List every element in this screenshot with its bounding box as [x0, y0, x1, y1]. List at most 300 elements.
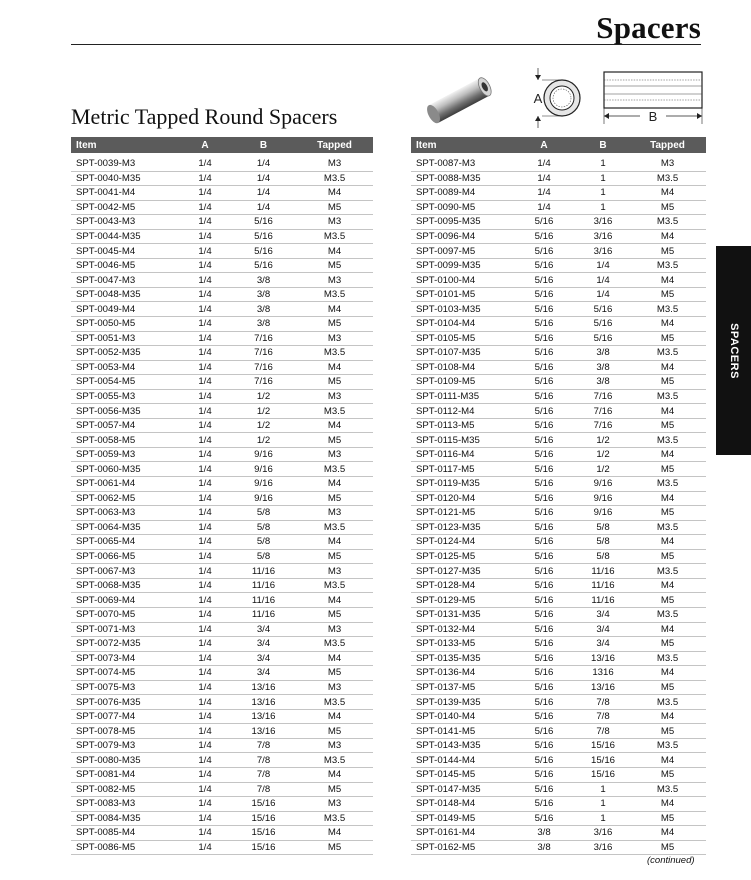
item-cell: SPT-0072-M35 [71, 637, 179, 652]
table-row [411, 418, 706, 433]
b-cell: 1/2 [577, 462, 629, 477]
b-cell: 9/16 [577, 506, 629, 521]
page-title: Spacers [596, 10, 701, 45]
table-row [71, 782, 373, 797]
tapped-cell: M3.5 [296, 695, 373, 710]
a-cell: 5/16 [511, 593, 577, 608]
item-cell: SPT-0128-M4 [411, 578, 511, 593]
item-cell: SPT-0089-M4 [411, 186, 511, 201]
a-cell: 1/4 [179, 360, 231, 375]
tapped-cell: M4 [629, 622, 706, 637]
tapped-cell: M3.5 [629, 477, 706, 492]
item-cell: SPT-0127-M35 [411, 564, 511, 579]
a-cell: 5/16 [511, 346, 577, 361]
item-cell: SPT-0100-M4 [411, 273, 511, 288]
table-row [411, 840, 706, 855]
table-row [411, 229, 706, 244]
a-cell: 1/4 [179, 622, 231, 637]
b-cell: 5/16 [231, 229, 296, 244]
b-cell: 1/4 [231, 200, 296, 215]
item-cell: SPT-0132-M4 [411, 622, 511, 637]
a-cell: 5/16 [511, 491, 577, 506]
b-cell: 1/2 [231, 389, 296, 404]
table-row [71, 607, 373, 622]
b-cell: 9/16 [231, 447, 296, 462]
item-cell: SPT-0097-M5 [411, 244, 511, 259]
a-cell: 1/4 [179, 200, 231, 215]
table-row [411, 287, 706, 302]
table-row [411, 317, 706, 332]
tapped-cell: M4 [296, 418, 373, 433]
a-cell: 1/4 [179, 317, 231, 332]
item-cell: SPT-0121-M5 [411, 506, 511, 521]
b-cell: 3/8 [231, 302, 296, 317]
tapped-cell: M3 [296, 680, 373, 695]
tapped-cell: M4 [629, 826, 706, 841]
a-cell: 5/16 [511, 622, 577, 637]
item-cell: SPT-0117-M5 [411, 462, 511, 477]
tapped-cell: M5 [296, 840, 373, 855]
item-cell: SPT-0046-M5 [71, 258, 179, 273]
a-cell: 1/4 [179, 607, 231, 622]
item-cell: SPT-0066-M5 [71, 549, 179, 564]
tapped-cell: M3.5 [629, 782, 706, 797]
b-cell: 5/16 [577, 331, 629, 346]
b-cell: 7/16 [231, 346, 296, 361]
b-cell: 1 [577, 797, 629, 812]
tapped-cell: M5 [296, 317, 373, 332]
item-cell: SPT-0057-M4 [71, 418, 179, 433]
b-cell: 5/16 [231, 258, 296, 273]
b-cell: 1 [577, 171, 629, 186]
item-cell: SPT-0074-M5 [71, 666, 179, 681]
item-cell: SPT-0042-M5 [71, 200, 179, 215]
item-cell: SPT-0140-M4 [411, 709, 511, 724]
a-cell: 1/4 [179, 287, 231, 302]
table-row [411, 782, 706, 797]
a-cell: 1/4 [179, 375, 231, 390]
b-cell: 7/16 [231, 375, 296, 390]
a-cell: 1/4 [179, 549, 231, 564]
a-cell: 1/4 [179, 840, 231, 855]
item-cell: SPT-0149-M5 [411, 811, 511, 826]
table-row [71, 200, 373, 215]
a-cell: 5/16 [511, 680, 577, 695]
table-row [71, 637, 373, 652]
item-cell: SPT-0096-M4 [411, 229, 511, 244]
item-cell: SPT-0119-M35 [411, 477, 511, 492]
a-cell: 1/4 [511, 171, 577, 186]
table-row [71, 767, 373, 782]
b-cell: 3/8 [231, 317, 296, 332]
item-cell: SPT-0063-M3 [71, 506, 179, 521]
tapped-cell: M5 [629, 375, 706, 390]
table-row [71, 186, 373, 201]
table-row [71, 375, 373, 390]
tapped-cell: M3.5 [629, 564, 706, 579]
item-cell: SPT-0070-M5 [71, 607, 179, 622]
tapped-cell: M4 [629, 753, 706, 768]
tapped-cell: M4 [296, 477, 373, 492]
item-cell: SPT-0161-M4 [411, 826, 511, 841]
b-cell: 5/16 [577, 317, 629, 332]
table-row [411, 622, 706, 637]
table-row [71, 724, 373, 739]
item-cell: SPT-0069-M4 [71, 593, 179, 608]
item-cell: SPT-0131-M35 [411, 607, 511, 622]
b-cell: 3/8 [577, 346, 629, 361]
tapped-cell: M4 [629, 273, 706, 288]
item-cell: SPT-0109-M5 [411, 375, 511, 390]
tapped-cell: M4 [296, 360, 373, 375]
tapped-cell: M5 [629, 637, 706, 652]
tapped-cell: M3 [296, 331, 373, 346]
b-cell: 15/16 [231, 826, 296, 841]
tapped-cell: M3 [296, 622, 373, 637]
b-cell: 1 [577, 157, 629, 171]
a-cell: 5/16 [511, 549, 577, 564]
item-cell: SPT-0053-M4 [71, 360, 179, 375]
tapped-cell: M3 [296, 389, 373, 404]
table-row [71, 360, 373, 375]
tapped-cell: M4 [296, 651, 373, 666]
b-cell: 1/4 [231, 171, 296, 186]
a-cell: 1/4 [179, 767, 231, 782]
b-cell: 3/16 [577, 244, 629, 259]
table-row [411, 666, 706, 681]
column-header-tapped: Tapped [296, 137, 373, 153]
item-cell: SPT-0065-M4 [71, 535, 179, 550]
b-cell: 3/8 [231, 273, 296, 288]
a-cell: 5/16 [511, 477, 577, 492]
b-cell: 11/16 [577, 564, 629, 579]
tapped-cell: M5 [629, 244, 706, 259]
item-cell: SPT-0143-M35 [411, 738, 511, 753]
a-cell: 1/4 [511, 186, 577, 201]
b-cell: 5/16 [577, 302, 629, 317]
item-cell: SPT-0111-M35 [411, 389, 511, 404]
table-row [411, 520, 706, 535]
b-cell: 11/16 [231, 607, 296, 622]
item-cell: SPT-0101-M5 [411, 287, 511, 302]
tapped-cell: M3.5 [629, 695, 706, 710]
b-cell: 3/16 [577, 826, 629, 841]
column-header-b: B [231, 137, 296, 153]
a-cell: 5/16 [511, 389, 577, 404]
item-cell: SPT-0073-M4 [71, 651, 179, 666]
tapped-cell: M4 [629, 229, 706, 244]
tapped-cell: M4 [296, 767, 373, 782]
table-row [71, 331, 373, 346]
tapped-cell: M5 [629, 767, 706, 782]
table-row [411, 578, 706, 593]
a-cell: 1/4 [179, 709, 231, 724]
table-row [411, 767, 706, 782]
a-cell: 5/16 [511, 375, 577, 390]
tapped-cell: M4 [629, 666, 706, 681]
item-cell: SPT-0085-M4 [71, 826, 179, 841]
b-cell: 7/8 [577, 724, 629, 739]
table-row [71, 215, 373, 230]
a-cell: 1/4 [179, 637, 231, 652]
b-cell: 5/8 [231, 520, 296, 535]
b-cell: 9/16 [231, 491, 296, 506]
table-row [411, 491, 706, 506]
b-cell: 13/16 [231, 680, 296, 695]
tapped-cell: M4 [629, 578, 706, 593]
item-cell: SPT-0136-M4 [411, 666, 511, 681]
b-cell: 7/8 [231, 738, 296, 753]
a-cell: 5/16 [511, 811, 577, 826]
tapped-cell: M4 [629, 317, 706, 332]
item-cell: SPT-0108-M4 [411, 360, 511, 375]
b-cell: 9/16 [577, 477, 629, 492]
a-cell: 1/4 [179, 578, 231, 593]
a-cell: 5/16 [511, 666, 577, 681]
table-row [411, 826, 706, 841]
table-row [411, 273, 706, 288]
table-row [411, 389, 706, 404]
item-cell: SPT-0107-M35 [411, 346, 511, 361]
table-row [71, 826, 373, 841]
table-row [411, 564, 706, 579]
a-cell: 1/4 [179, 171, 231, 186]
a-cell: 5/16 [511, 738, 577, 753]
b-cell: 15/16 [231, 797, 296, 812]
b-cell: 3/4 [231, 637, 296, 652]
b-cell: 15/16 [577, 767, 629, 782]
a-cell: 5/16 [511, 331, 577, 346]
a-cell: 5/16 [511, 767, 577, 782]
a-cell: 5/16 [511, 447, 577, 462]
b-cell: 11/16 [577, 593, 629, 608]
tapped-cell: M4 [629, 535, 706, 550]
tapped-cell: M5 [629, 418, 706, 433]
tapped-cell: M3 [296, 506, 373, 521]
b-cell: 1/4 [231, 157, 296, 171]
tapped-cell: M4 [629, 360, 706, 375]
table-row [71, 244, 373, 259]
table-row [411, 593, 706, 608]
a-cell: 1/4 [179, 797, 231, 812]
item-cell: SPT-0105-M5 [411, 331, 511, 346]
table-row [411, 360, 706, 375]
a-cell: 5/16 [511, 520, 577, 535]
item-cell: SPT-0087-M3 [411, 157, 511, 171]
tapped-cell: M4 [629, 186, 706, 201]
a-cell: 5/16 [511, 404, 577, 419]
item-cell: SPT-0054-M5 [71, 375, 179, 390]
tapped-cell: M3 [296, 797, 373, 812]
item-cell: SPT-0104-M4 [411, 317, 511, 332]
continued-note: (continued) [647, 855, 695, 866]
item-cell: SPT-0129-M5 [411, 593, 511, 608]
a-cell: 1/4 [179, 782, 231, 797]
side-tab-label: SPACERS [727, 322, 740, 379]
a-cell: 1/4 [179, 738, 231, 753]
item-cell: SPT-0125-M5 [411, 549, 511, 564]
item-cell: SPT-0086-M5 [71, 840, 179, 855]
table-row [71, 389, 373, 404]
b-cell: 1/2 [577, 433, 629, 448]
table-row [411, 157, 706, 171]
side-view-diagram [600, 66, 706, 130]
section-title: Metric Tapped Round Spacers [71, 104, 338, 129]
tapped-cell: M3 [629, 157, 706, 171]
item-cell: SPT-0062-M5 [71, 491, 179, 506]
table-row [411, 462, 706, 477]
table-row [411, 404, 706, 419]
b-cell: 11/16 [577, 578, 629, 593]
tapped-cell: M3.5 [629, 738, 706, 753]
b-cell: 15/16 [231, 840, 296, 855]
tapped-cell: M4 [629, 447, 706, 462]
b-cell: 1/2 [577, 447, 629, 462]
b-cell: 5/8 [231, 506, 296, 521]
item-cell: SPT-0077-M4 [71, 709, 179, 724]
b-cell: 1/4 [577, 287, 629, 302]
b-cell: 7/16 [577, 389, 629, 404]
a-cell: 1/4 [179, 418, 231, 433]
item-cell: SPT-0133-M5 [411, 637, 511, 652]
a-cell: 5/16 [511, 782, 577, 797]
table-row [71, 578, 373, 593]
spacer-photo [420, 66, 500, 130]
b-cell: 5/16 [231, 244, 296, 259]
table-row [71, 535, 373, 550]
item-cell: SPT-0079-M3 [71, 738, 179, 753]
b-cell: 3/4 [231, 622, 296, 637]
a-cell: 1/4 [179, 447, 231, 462]
b-cell: 13/16 [577, 680, 629, 695]
item-cell: SPT-0103-M35 [411, 302, 511, 317]
b-cell: 3/8 [577, 360, 629, 375]
item-cell: SPT-0081-M4 [71, 767, 179, 782]
table-row [71, 564, 373, 579]
tapped-cell: M5 [296, 375, 373, 390]
table-row [71, 157, 373, 171]
tapped-cell: M5 [629, 840, 706, 855]
b-cell: 5/8 [231, 549, 296, 564]
b-cell: 11/16 [231, 593, 296, 608]
tapped-cell: M3.5 [296, 171, 373, 186]
column-header-item: Item [411, 137, 511, 153]
table-row [71, 593, 373, 608]
b-cell: 7/8 [231, 753, 296, 768]
table-row [411, 811, 706, 826]
tapped-cell: M3.5 [629, 258, 706, 273]
item-cell: SPT-0084-M35 [71, 811, 179, 826]
a-cell: 5/16 [511, 724, 577, 739]
tapped-cell: M3 [296, 215, 373, 230]
b-cell: 7/8 [577, 709, 629, 724]
tapped-cell: M3 [296, 564, 373, 579]
b-cell: 15/16 [231, 811, 296, 826]
a-cell: 1/4 [179, 564, 231, 579]
table-row [71, 680, 373, 695]
b-cell: 1 [577, 186, 629, 201]
a-cell: 5/16 [511, 535, 577, 550]
item-cell: SPT-0078-M5 [71, 724, 179, 739]
b-cell: 7/16 [231, 360, 296, 375]
item-cell: SPT-0041-M4 [71, 186, 179, 201]
tapped-cell: M3 [296, 157, 373, 171]
table-row [71, 520, 373, 535]
a-cell: 1/4 [179, 520, 231, 535]
tapped-cell: M3.5 [629, 607, 706, 622]
a-cell: 5/16 [511, 215, 577, 230]
a-cell: 1/4 [179, 389, 231, 404]
section-side-tab [716, 246, 751, 455]
column-header-tapped: Tapped [629, 137, 706, 153]
item-cell: SPT-0099-M35 [411, 258, 511, 273]
table-row [411, 695, 706, 710]
a-cell: 1/4 [179, 680, 231, 695]
a-cell: 3/8 [511, 826, 577, 841]
a-cell: 5/16 [511, 607, 577, 622]
b-cell: 7/8 [231, 782, 296, 797]
tapped-cell: M5 [296, 782, 373, 797]
table-row [71, 549, 373, 564]
b-cell: 3/4 [577, 637, 629, 652]
a-cell: 1/4 [179, 811, 231, 826]
item-cell: SPT-0067-M3 [71, 564, 179, 579]
tapped-cell: M3.5 [296, 753, 373, 768]
b-cell: 5/8 [231, 535, 296, 550]
item-cell: SPT-0088-M35 [411, 171, 511, 186]
item-cell: SPT-0061-M4 [71, 477, 179, 492]
column-header-a: A [179, 137, 231, 153]
a-cell: 1/4 [179, 302, 231, 317]
item-cell: SPT-0075-M3 [71, 680, 179, 695]
a-cell: 5/16 [511, 360, 577, 375]
table-row [411, 709, 706, 724]
tapped-cell: M5 [629, 680, 706, 695]
b-cell: 5/8 [577, 520, 629, 535]
table-row [71, 622, 373, 637]
item-cell: SPT-0058-M5 [71, 433, 179, 448]
tapped-cell: M5 [629, 593, 706, 608]
item-cell: SPT-0148-M4 [411, 797, 511, 812]
b-cell: 15/16 [577, 738, 629, 753]
table-row [411, 724, 706, 739]
table-row [411, 535, 706, 550]
item-cell: SPT-0056-M35 [71, 404, 179, 419]
tapped-cell: M3.5 [629, 302, 706, 317]
table-row [71, 418, 373, 433]
a-cell: 1/4 [511, 157, 577, 171]
item-cell: SPT-0115-M35 [411, 433, 511, 448]
item-cell: SPT-0137-M5 [411, 680, 511, 695]
item-cell: SPT-0113-M5 [411, 418, 511, 433]
b-cell: 9/16 [231, 462, 296, 477]
table-row [411, 346, 706, 361]
b-cell: 7/16 [231, 331, 296, 346]
table-row [71, 171, 373, 186]
item-cell: SPT-0145-M5 [411, 767, 511, 782]
a-cell: 1/4 [179, 651, 231, 666]
b-cell: 3/4 [577, 607, 629, 622]
a-cell: 1/4 [179, 404, 231, 419]
table-row [71, 840, 373, 855]
table-row [71, 346, 373, 361]
item-cell: SPT-0144-M4 [411, 753, 511, 768]
a-cell: 3/8 [511, 840, 577, 855]
b-cell: 5/16 [231, 215, 296, 230]
b-cell: 11/16 [231, 564, 296, 579]
item-cell: SPT-0051-M3 [71, 331, 179, 346]
table-row [71, 447, 373, 462]
